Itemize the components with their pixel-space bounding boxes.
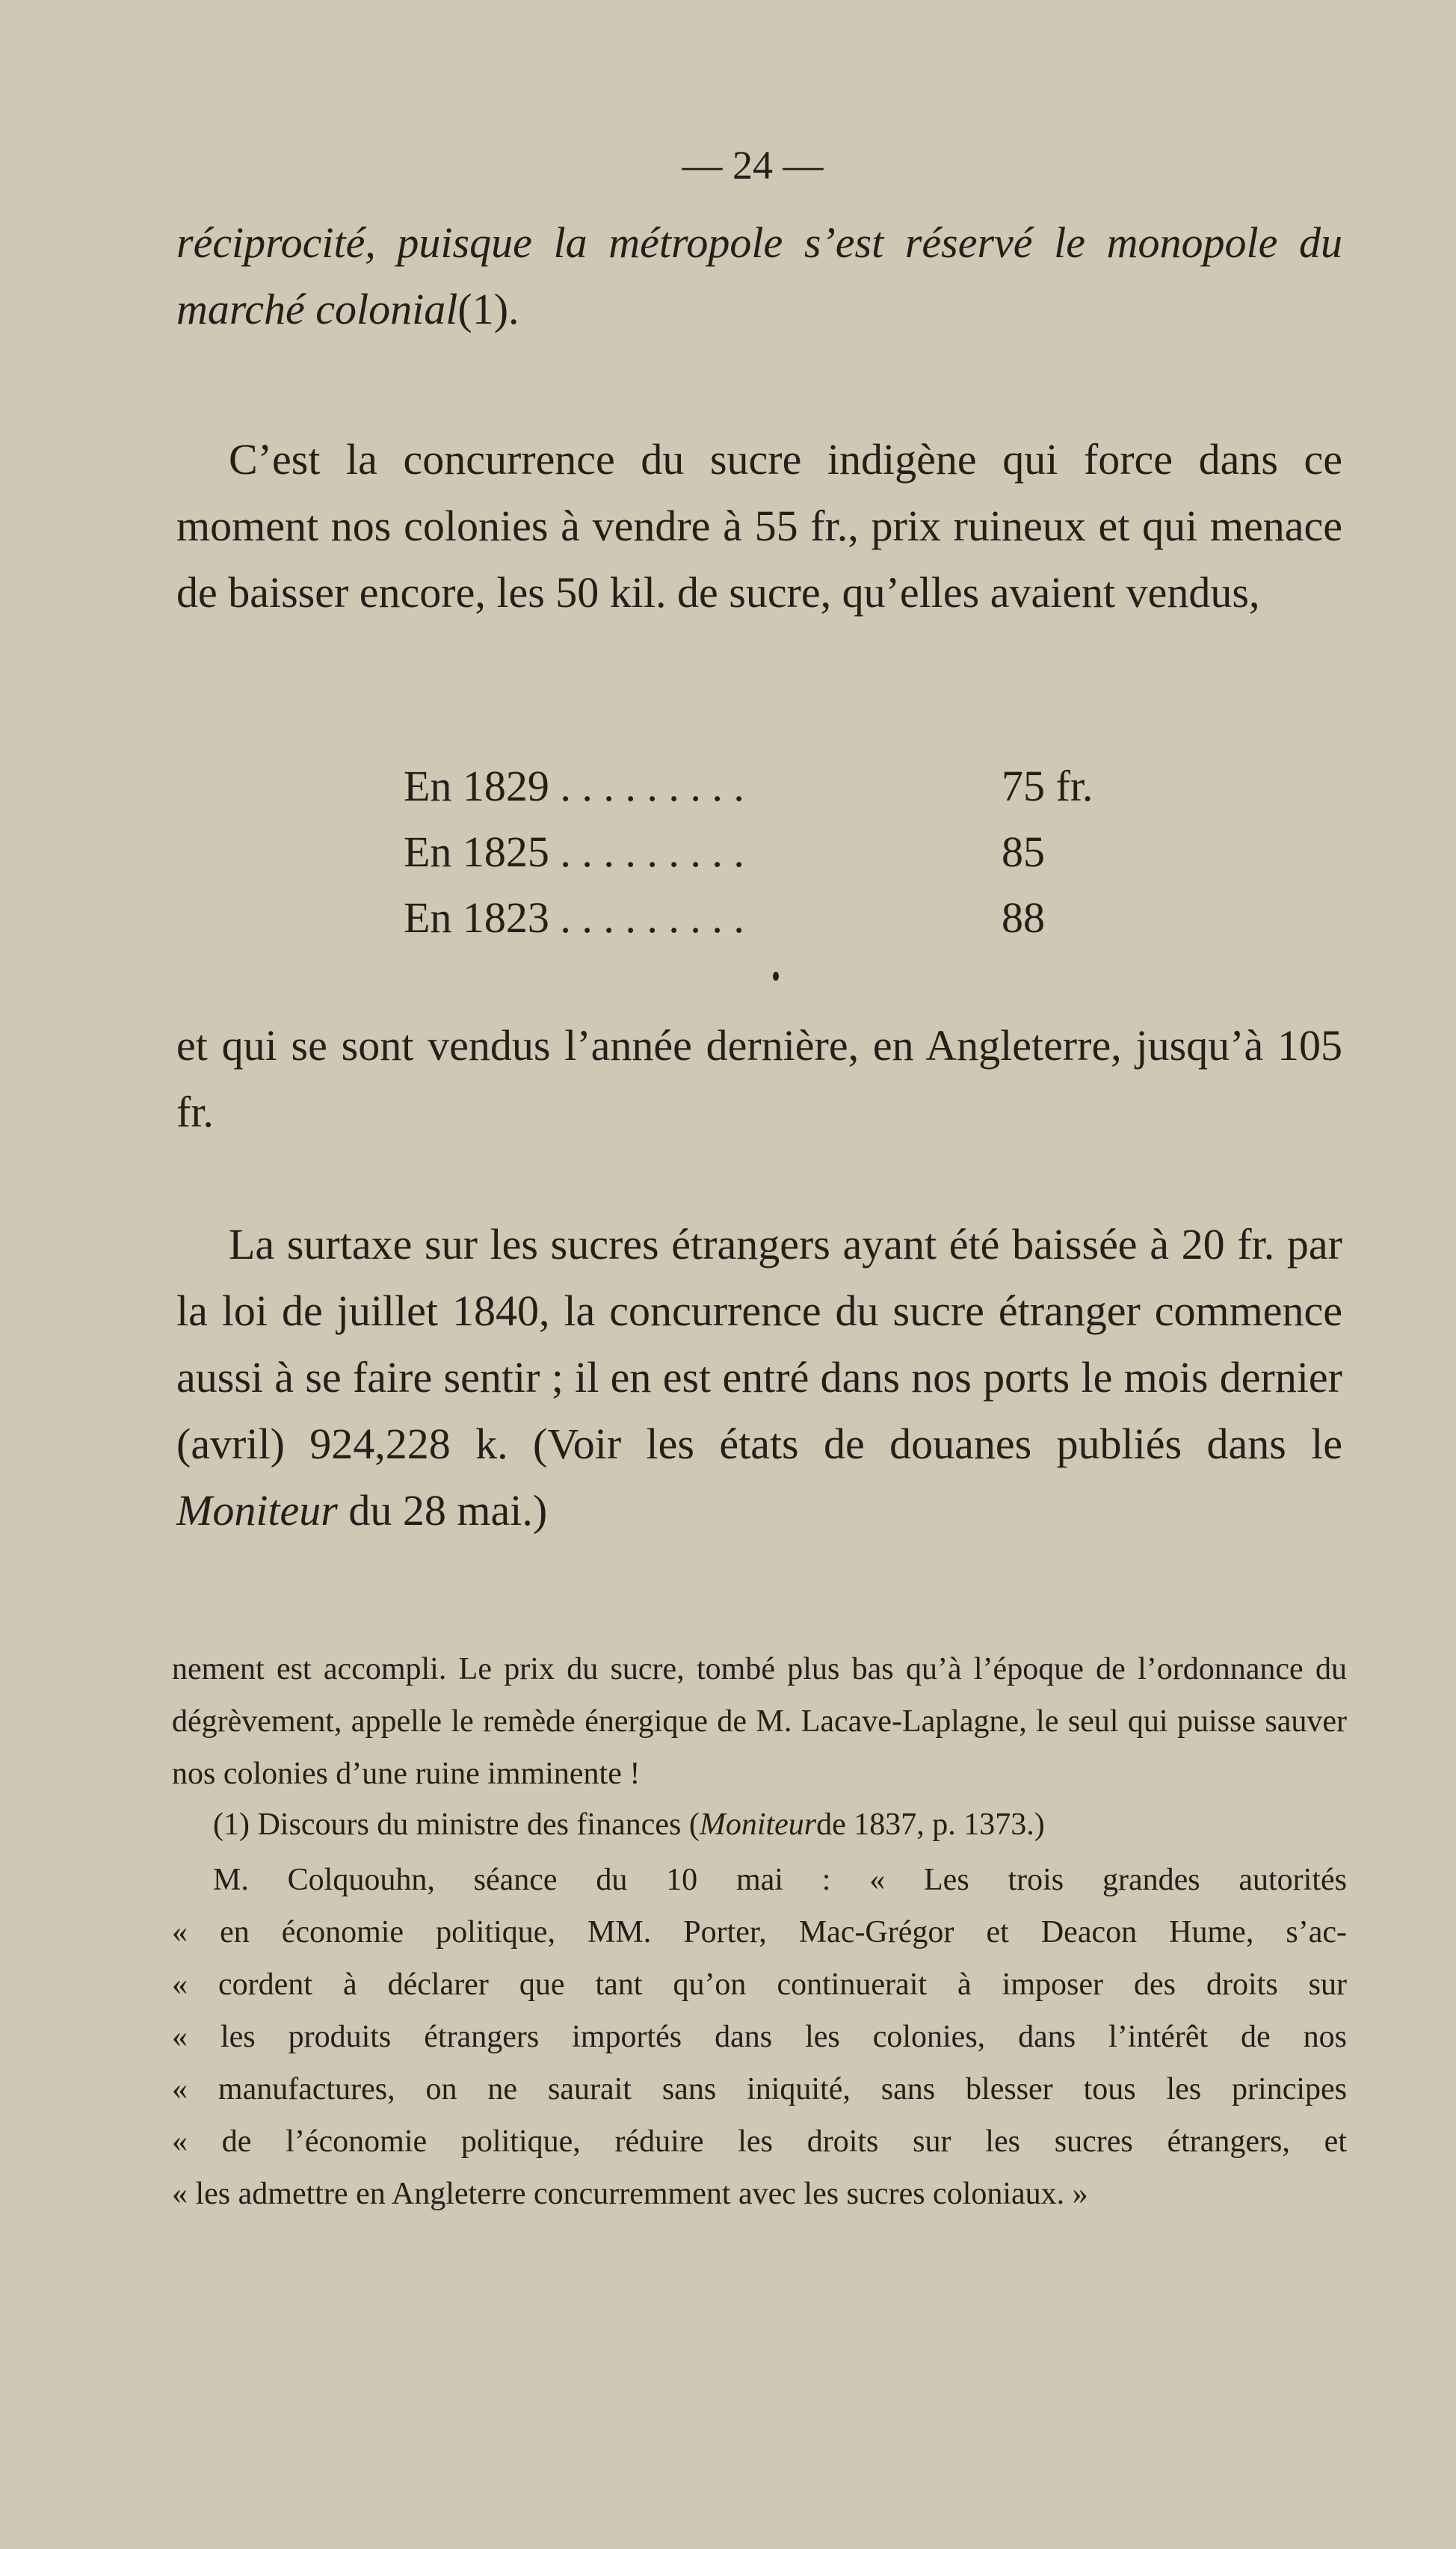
journal-name: Moniteur xyxy=(699,1807,817,1842)
price-table xyxy=(404,753,1151,951)
footnote-continuation: nement est accompli. Le prix du sucre, tombé plus bas qu’à l’époque de l’ordonnance du dégrèvement, appelle le remède énergique de M. Lacave-Laplagne, le seul qui puisse sauver nos colonies d’une ruine imminente ! xyxy=(172,1652,1347,1791)
paragraph-surtax-end: du 28 mai.) xyxy=(348,1486,548,1535)
page-number: — 24 — xyxy=(682,143,824,188)
paragraph-surtax-text: La surtaxe sur les sucres étrangers ayant été baissée à 20 fr. par la loi de juillet 1840, la concurrence du sucre étranger commence aussi à se faire sentir ; il en est entré dans nos ports le mois dernier (avril) 924,228 k. (Voir les états de douanes publiés dans le xyxy=(176,1220,1342,1468)
print-mark xyxy=(773,972,779,981)
price-year: En 1823 . . . . . . . . . xyxy=(404,893,744,942)
price-row xyxy=(404,885,1151,951)
footnote-line: « les produits étrangers importés dans les colonies, dans l’intérêt de nos xyxy=(172,2020,1347,2054)
footnote-1-text: (1) Discours du ministre des finances ( xyxy=(213,1807,700,1842)
footnote-line: « de l’économie politique, réduire les droits sur les sucres étrangers, et xyxy=(172,2124,1347,2159)
paragraph-england-sales: et qui se sont vendus l’année dernière, en Angleterre, jusqu’à 105 fr. xyxy=(176,1021,1342,1136)
price-value: 85 xyxy=(1002,827,1045,876)
footnote-line: « les admettre en Angleterre concurremment avec les sucres coloniaux. » xyxy=(172,2177,1088,2211)
footnote-1 xyxy=(172,1799,1347,1851)
footnote-line: « en économie politique, MM. Porter, Mac-Grégor et Deacon Hume, s’ac- xyxy=(172,1915,1347,1949)
price-year: En 1829 . . . . . . . . . xyxy=(404,762,744,810)
footnote-1-end: de 1837, p. 1373.) xyxy=(816,1807,1045,1842)
price-value: 75 fr. xyxy=(1002,762,1093,810)
footnote-colquhoun xyxy=(172,1854,1347,2220)
footnote-ref: (1). xyxy=(457,285,519,333)
price-row xyxy=(404,819,1151,885)
paragraph-concurrence: C’est la concurrence du sucre indigène qui force dans ce moment nos colonies à vendre à 55 fr., prix ruineux et qui menace de baisser encore, les 50 kil. de sucre, qu’elles avaient vendus, xyxy=(176,435,1342,617)
price-year: En 1825 . . . . . . . . . xyxy=(404,827,744,876)
footnote-line: M. Colquouhn, séance du 10 mai : « Les trois grandes autorités xyxy=(213,1863,1347,1897)
price-value: 88 xyxy=(1002,893,1045,942)
journal-name: Moniteur xyxy=(176,1486,338,1535)
paragraph-reciprocity xyxy=(176,209,1342,342)
paragraph-surtax xyxy=(176,1211,1342,1544)
price-row xyxy=(404,753,1151,819)
footnote-line: « manufactures, on ne saurait sans iniquité, sans blesser tous les principes xyxy=(172,2072,1347,2106)
footnote-line: « cordent à déclarer que tant qu’on continuerait à imposer des droits sur xyxy=(172,1967,1347,2002)
paragraph-reciprocity-text: réciprocité, puisque la métropole s’est réservé le monopole du marché colonial xyxy=(176,218,1342,333)
